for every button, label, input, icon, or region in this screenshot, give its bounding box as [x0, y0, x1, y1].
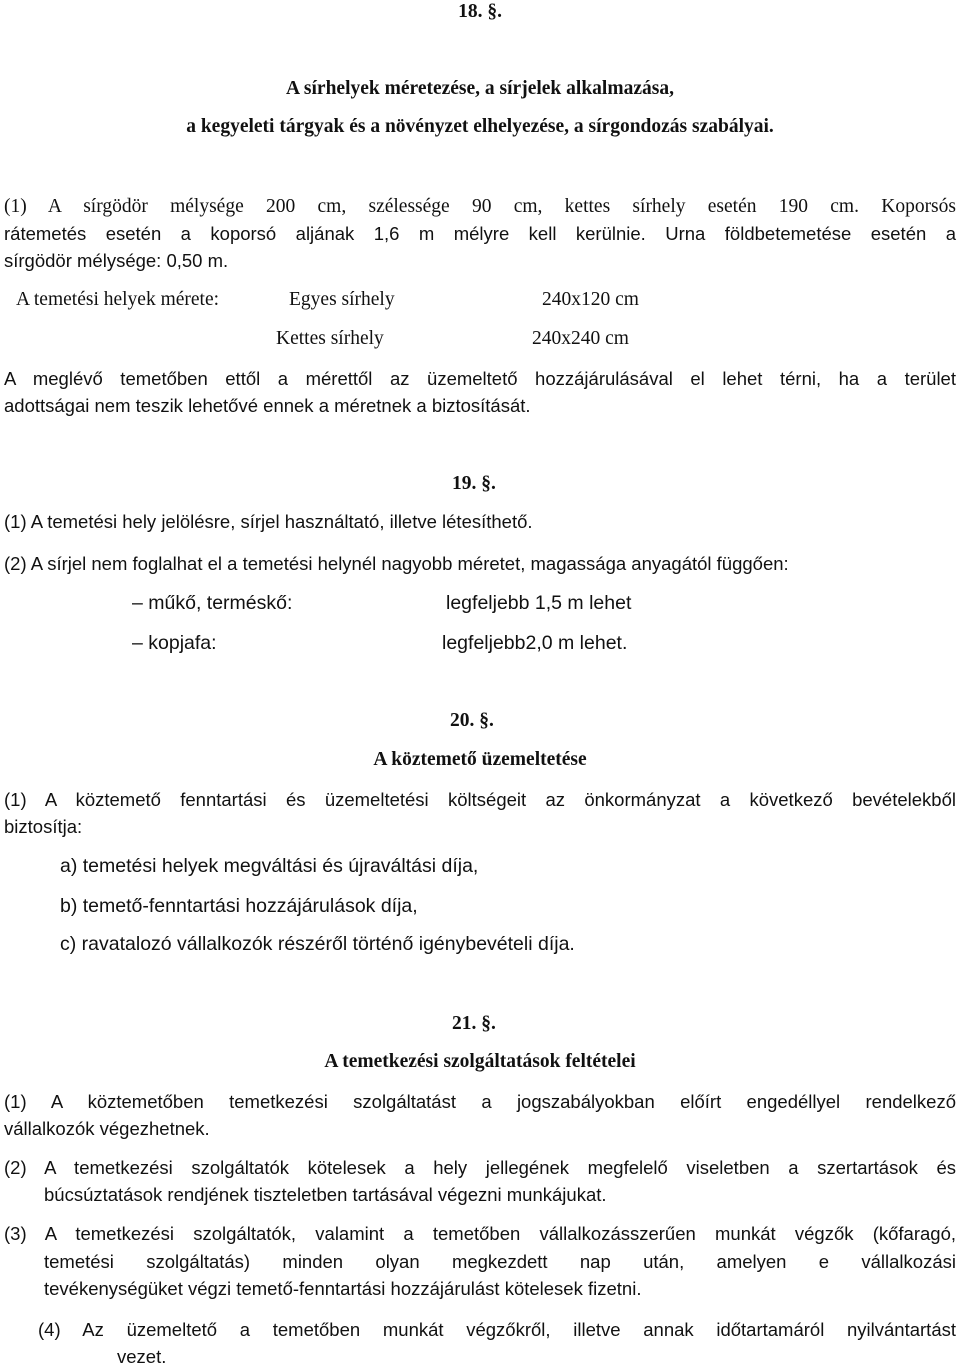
- size-value-double: 240x240 cm: [532, 328, 629, 349]
- section-21-p4-line1: (4) Az üzemeltető a temetőben munkát végzőkről, illetve annak időtartamáról nyilvántartást: [38, 1319, 956, 1340]
- section-21-p1-line2: vállalkozók végezhetnek.: [4, 1118, 210, 1139]
- section-20-p1-line2: biztosítja:: [4, 816, 83, 837]
- section-21-title: A temetkezési szolgáltatások feltételei: [324, 1051, 636, 1072]
- section-21-number: 21. §.: [452, 1013, 496, 1034]
- section-20-item-a: a) temetési helyek megváltási és újraváltási díja,: [60, 855, 479, 877]
- section-21-p2-line2: búcsúztatások rendjének tiszteletben tartásával végezni munkájukat.: [44, 1184, 607, 1205]
- section-19-item1-label: – műkő, terméskő:: [132, 592, 293, 614]
- section-21-p3-line2: temetési szolgáltatás) minden olyan megkezdett nap után, amelyen e vállalkozási: [44, 1251, 956, 1272]
- section-21-p1-line1: (1) A köztemetőben temetkezési szolgáltatást a jogszabályokban előírt engedéllyel rendelkező: [4, 1091, 956, 1112]
- section-18-number: 18. §.: [458, 1, 502, 22]
- section-20-title: A köztemető üzemeltetése: [373, 749, 587, 770]
- size-name-single: Egyes sírhely: [289, 289, 395, 310]
- section-18-title-line2: a kegyeleti tárgyak és a növényzet elhelyezése, a sírgondozás szabályai.: [186, 116, 774, 137]
- section-18-p1-line1: (1) A sírgödör mélysége 200 cm, szélessége 90 cm, kettes sírhely esetén 190 cm. Koporsós: [4, 196, 956, 217]
- section-19-item1-value: legfeljebb 1,5 m lehet: [446, 592, 632, 614]
- section-18-p2-line1: A meglévő temetőben ettől a mérettől az üzemeltető hozzájárulásával el lehet térni, ha a terület: [4, 368, 956, 389]
- sizes-label: A temetési helyek mérete:: [16, 289, 220, 310]
- section-18-p1-line2: rátemetés esetén a koporsó aljának 1,6 m mélyre kell kerülnie. Urna földbetemetése esetén a: [4, 223, 956, 244]
- section-20-item-c: c) ravatalozó vállalkozók részéről történő igénybevételi díja.: [60, 933, 575, 955]
- section-19-p2: (2) A sírjel nem foglalhat el a temetési helynél nagyobb méretet, magassága anyagától függően:: [4, 553, 789, 574]
- size-name-double: Kettes sírhely: [276, 328, 384, 349]
- section-19-item2-value: legfeljebb2,0 m lehet.: [442, 632, 628, 654]
- section-18-p2-line2: adottságai nem teszik lehetővé ennek a méretnek a biztosítását.: [4, 395, 531, 416]
- section-21-p3-line3: tevékenységüket végzi temető-fenntartási hozzájárulást kötelesek fizetni.: [44, 1278, 642, 1299]
- section-20-item-b: b) temető-fenntartási hozzájárulások díja,: [60, 895, 418, 917]
- section-20-p1-line1: (1) A köztemető fenntartási és üzemeltetési költségeit az önkormányzat a következő bevételekből: [4, 789, 956, 810]
- section-19-item2-label: – kopjafa:: [132, 632, 217, 654]
- section-18-title-line1: A sírhelyek méretezése, a sírjelek alkalmazása,: [286, 78, 674, 99]
- section-21-p4-line2: vezet.: [117, 1346, 167, 1367]
- section-19-p1: (1) A temetési hely jelölésre, sírjel használtató, illetve létesíthető.: [4, 511, 533, 532]
- section-18-p1-line3: sírgödör mélysége: 0,50 m.: [4, 250, 229, 271]
- section-21-p2-line1: (2) A temetkezési szolgáltatók kötelesek a hely jellegének megfelelő viseletben a szertartások és: [4, 1157, 956, 1178]
- section-19-number: 19. §.: [452, 473, 496, 494]
- size-value-single: 240x120 cm: [542, 289, 639, 310]
- section-21-p3-line1: (3) A temetkezési szolgáltatók, valamint a temetőben vállalkozásszerűen munkát végzők (kőfaragó,: [4, 1223, 956, 1244]
- section-20-number: 20. §.: [450, 710, 494, 731]
